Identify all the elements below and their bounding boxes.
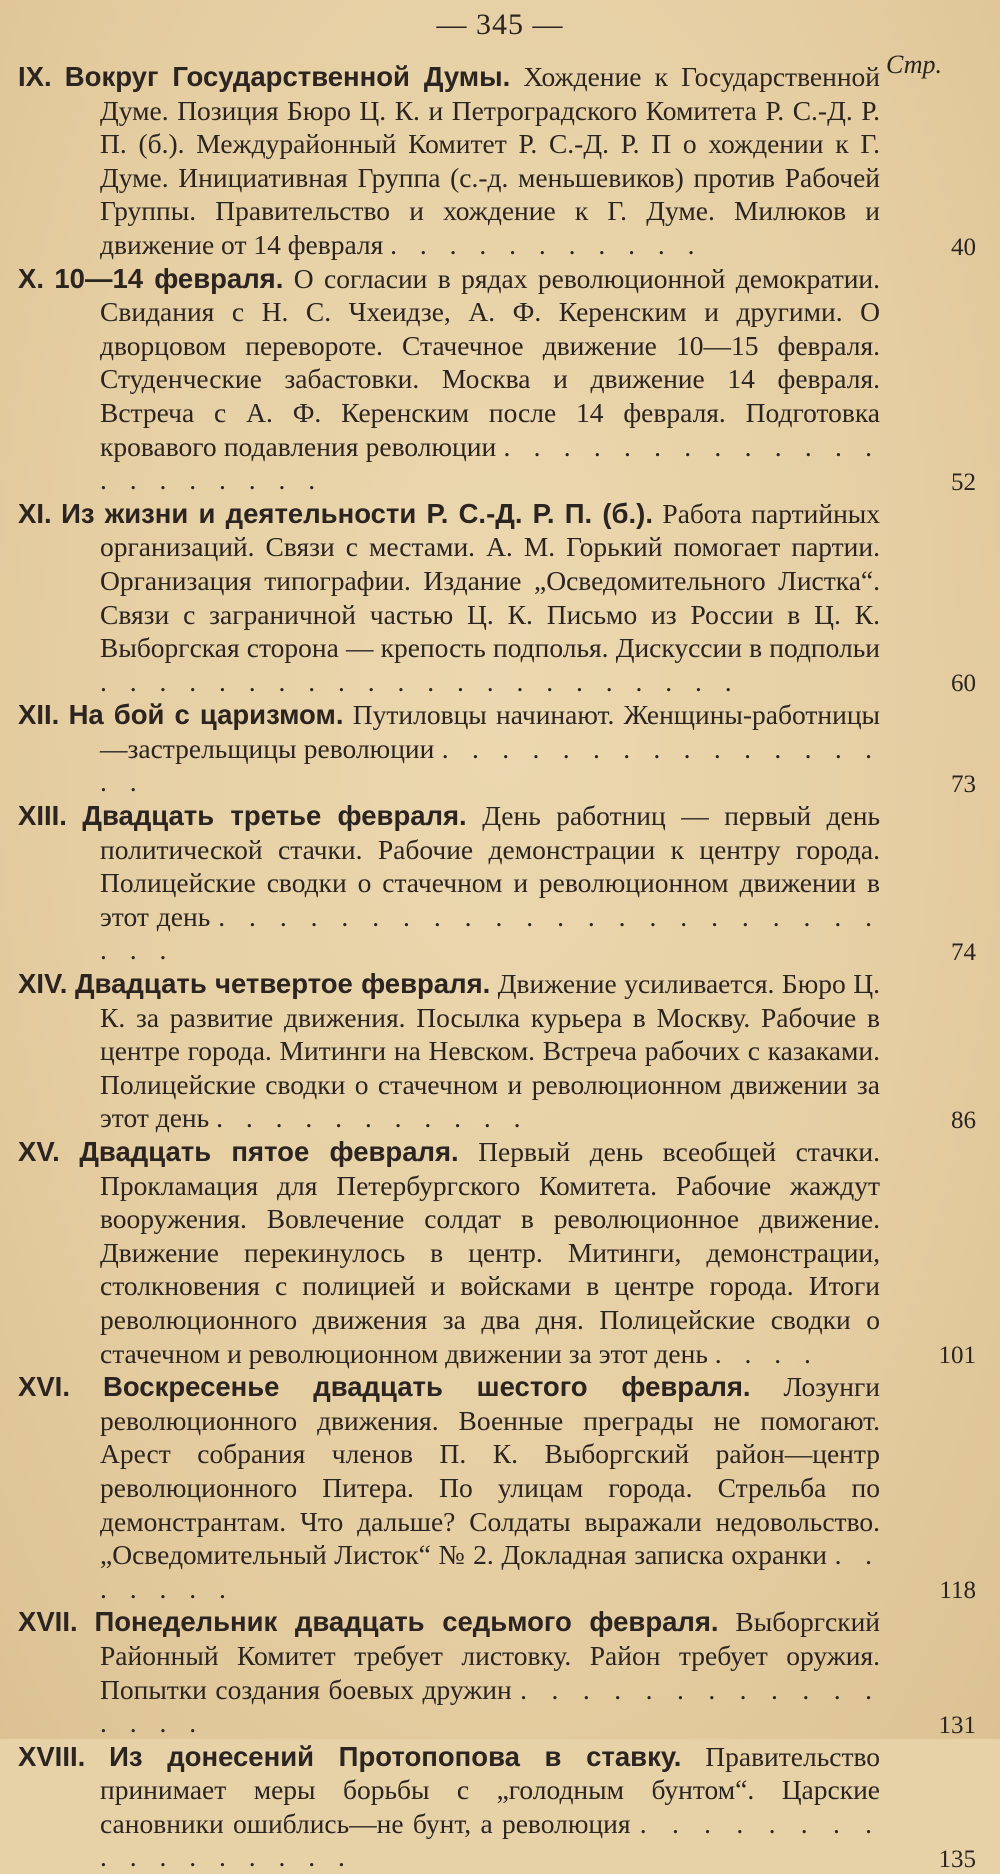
chapter-page: 73 [951,771,976,799]
toc-entry [18,497,980,699]
page-column-header: Стр. [886,50,942,79]
leader-dots: . . . . . . . . . . . . . . . . . [100,732,880,798]
leader-dots: . . . . . . . . . . . [216,1102,529,1134]
toc-entry [18,1605,980,1739]
chapter-number: XVI. [18,1371,70,1403]
chapter-number: XII. [18,699,60,731]
chapter-summary: Путиловцы начинают. Женщины-работницы—застрельщицы революции [100,699,881,764]
page-number: — 345 — [436,8,564,41]
chapter-page: 86 [951,1107,976,1134]
chapter-page: 74 [951,939,976,967]
leader-dots: . . . . . . . . . . . . . . . . . . . . . . . . . [100,900,881,966]
leader-dots: . . . . . . . [100,1539,880,1604]
chapter-title: 10—14 февраля. [54,262,284,294]
toc-entry [18,1740,980,1874]
toc-entry [18,967,980,1135]
leader-dots: . . . . . . . . . . . . . . . . . . . . . [100,430,881,496]
leader-dots: . . . . . . . . . . . . . . . . . [100,1807,881,1873]
chapter-summary: День работниц — первый день политической стачки. Рабочие демонстрации к центру города. Полицейские сводки о стачечном и революционном движении в этот день [100,800,880,932]
chapter-title: Понедельник двадцать седьмого февраля. [94,1606,719,1638]
chapter-title: Из донесений Протопопова в ставку. [109,1740,682,1772]
chapter-number: XVII. [18,1606,78,1638]
chapter-summary: Первый день всеобщей стачки. Прокламация для Петербургского Комитета. Рабочие жаждут вооружения. Вовлечение солдат в революционное движение. Движение перекинулось в центр. Митинги, демонстрации, столкновения с полицией и войсками в центре города. Итоги революционного движения за два дня. Полицейские сводки о стачечном и революционном движении за этот день [100,1136,881,1369]
chapter-title: Двадцать пятое февраля. [79,1136,459,1167]
chapter-summary: Хождение к Государственной Думе. Позиция Бюро Ц. К. и Петроградского Комитета Р. С.-Д. Р. П. (б.). Междурайонный Комитет Р. С.-Д. Р. П о хождении к Г. Думе. Инициативная Группа (с.-д. меньшевиков) против Рабочей Группы. Правительство и хождение к Г. Думе. Милюков и движение от 14 февраля [100,61,881,260]
chapter-summary: Работа партийных организаций. Связи с местами. А. М. Горький помогает партии. Организация типографии. Издание „Осведомительного Листка“. Связи с заграничной частью Ц. К. Письмо из России в Ц. К. Выборгская сторона — крепость подполья. Дискуссии в подпольи [100,497,881,664]
chapter-title: Двадцать четвертое февраля. [74,968,491,1000]
chapter-title: Из жизни и деятельности Р. С.-Д. Р. П. (б.). [61,497,653,529]
chapter-number: XI. [18,497,52,529]
chapter-title: Двадцать третье февраля. [82,800,467,832]
leader-dots: . . . . [714,1337,819,1369]
table-of-contents [18,60,980,1874]
chapter-title: Вокруг Государственной Думы. [64,61,511,92]
chapter-page: 40 [951,233,976,261]
chapter-number: XIV. [18,968,68,1000]
chapter-number: X. [18,262,44,294]
toc-entry [18,799,980,967]
chapter-page: 60 [951,670,976,698]
chapter-summary: Выборгский Районный Комитет требует листовку. Район требует оружия. Попытки создания боевых дружин [100,1606,881,1705]
chapter-number: XVIII. [18,1740,86,1772]
toc-entry [18,262,980,497]
toc-entry [18,60,980,262]
leader-dots: . . . . . . . . . . . . . . . . . . . . . . [100,665,740,697]
chapter-number: XIII. [18,800,67,832]
chapter-summary: Движение усиливается. Бюро Ц. К. за развитие движения. Посылка курьера в Москву. Рабочие в центре города. Митинги на Невском. Встреча рабочих с казаками. Полицейские сводки о стачечном и революционном движении за этот день [100,968,881,1134]
chapter-page: 118 [939,1577,976,1605]
chapter-number: IX. [18,61,52,92]
chapter-number: XV. [18,1136,60,1167]
chapter-summary: Правительство принимает меры борьбы с „голодным бунтом“. Царские сановники ошиблись—не бунт, а революция [100,1740,881,1839]
leader-dots: . . . . . . . . . . . [390,228,703,260]
leader-dots: . . . . . . . . . . . . . . . . [100,1673,881,1739]
toc-entry [18,1135,980,1370]
chapter-page: 131 [938,1711,976,1739]
chapter-page: 101 [938,1342,976,1370]
chapter-page: 52 [951,468,976,496]
chapter-summary: О согласии в рядах революционной демократии. Свидания с Н. С. Чхеидзе, А. Ф. Керенским и другими. О дворцовом перевороте. Стачечное движение 10—15 февраля. Студенческие забастовки. Москва и движение 14 февраля. Встреча с А. Ф. Керенским после 14 февраля. Подготовка кровавого подавления революции [100,262,881,462]
toc-entry [18,1370,980,1605]
chapter-title: Воскресенье двадцать шестого февраля. [102,1371,751,1403]
chapter-summary: Лозунги революционного движения. Военные преграды не помогают. Арест собрания членов П. К. Выборгский район—центр революционного Питера. По улицам города. Стрельба по демонстрантам. Что дальше? Солдаты выражали недовольство. „Осведомительный Листок“ № 2. Докладная записка охранки [100,1371,881,1571]
toc-entry [18,698,980,799]
chapter-title: На бой с царизмом. [68,699,344,731]
chapter-page: 135 [938,1846,976,1874]
